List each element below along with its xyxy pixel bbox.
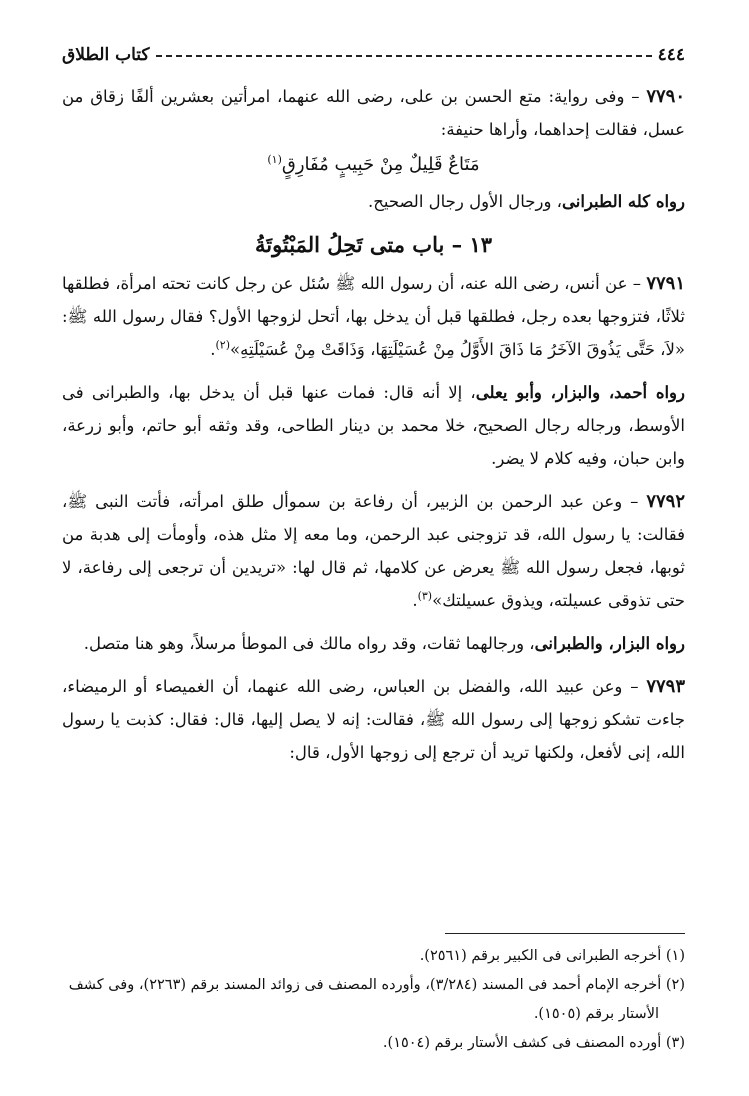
source-comment: ، ورجال الأول رجال الصحيح. <box>367 192 563 211</box>
hadith-7792-source <box>62 627 685 660</box>
hadith-number: ٧٧٩١ <box>646 273 685 294</box>
hadith-text: – وعن عبد الرحمن بن الزبير، أن رفاعة بن سموأل طلق امرأته، فأتت النبى ﷺ، فقالت: يا رسول الله، قد تزوجنى عبد الرحمن، وما معه إلا مثل هذه، وأومأت إلى هدبة من ثوبها، فجعل رسول الله ﷺ يعرض عن كلامها، ثم قال لها: «تريدين أن ترجعى إلى رفاعة، لا حتى تذوقى عسيلته، ويذوق عسيلتك» <box>62 492 685 610</box>
verse-text: مَتَاعٌ قَلِيلٌ مِنْ حَبِيبٍ مُفَارِقٍ <box>281 154 480 175</box>
hadith-number: ٧٧٩٣ <box>646 676 685 697</box>
chapter-title: ١٣ – باب متى تَحِلُ المَبْتُوتَةُ <box>254 232 493 257</box>
source-comment: ، إلا أنه قال: فمات عنها قبل أن يدخل بها، والطبرانى فى الأوسط، ورجاله رجال الصحيح، خلا محمد بن دينار الطاحى، وقد وثقه أبو حاتم، وأبو زرعة، وابن حبان، وفيه كلام لا يضر. <box>62 383 685 468</box>
poetry-verse <box>62 148 685 181</box>
sentence-end: . <box>210 340 216 359</box>
header-dashed-rule <box>156 55 652 57</box>
hadith-7791 <box>62 267 685 366</box>
book-title: كتاب الطلاق <box>62 45 150 65</box>
hadith-number: ٧٧٩٠ <box>646 86 685 107</box>
footnote-ref-1: (١) <box>267 153 282 166</box>
footnote-ref-2: (٢) <box>215 338 231 352</box>
page-body <box>62 80 685 769</box>
hadith-7792 <box>62 485 685 617</box>
footnote-ref-3: (٣) <box>417 589 433 603</box>
hadith-text: – وعن عبيد الله، والفضل بن العباس، رضى الله عنهما، أن الغميصاء أو الرميضاء، جاءت تشكو زوجها إلى رسول الله ﷺ، فقالت: إنه لا يصل إليها، قال: فقال: كذبت يا رسول الله، إنى لأفعل، ولكنها تريد أن ترجع إلى زوجها الأول، قال: <box>62 677 685 762</box>
footnotes <box>62 942 685 1058</box>
hadith-text: – وفى رواية: متع الحسن بن على، رضى الله عنهما، امرأتين بعشرين ألفًا زقاق من عسل، فقالت إحداهما، وأراها حنيفة: <box>62 87 685 139</box>
hadith-text: – عن أنس، رضى الله عنه، أن رسول الله ﷺ سُئل عن رجل كانت تحته امرأة، فطلقها ثلاثًا، فتزوجها بعده رجل، فطلقها قبل أن يدخل بها، أتحل لزوجها الأول؟ فقال رسول الله ﷺ: «لاَ، حَتَّى يَذُوقَ الآخَرُ مَا ذَاقَ الأَوَّلُ مِنْ عُسَيْلَتِهَا، وَذَاقَتْ مِنْ عُسَيْلَتِهِ» <box>62 274 685 359</box>
source-narrators: رواه أحمد، والبزار، وأبو يعلى <box>475 383 685 402</box>
source-comment: ، ورجالهما ثقات، وقد رواه مالك فى الموطأ مرسلاً، وهو هنا متصل. <box>83 634 535 653</box>
source-narrators: رواه البزار، والطبرانى <box>534 634 685 653</box>
page-number: ٤٤٤ <box>657 45 685 65</box>
footnote-2: (٢) أخرجه الإمام أحمد فى المسند (٣/٢٨٤)، وأورده المصنف فى زوائد المسند برقم (٢٢٦٣)، وفى كشف الأستار برقم (١٥٠٥). <box>68 977 685 1022</box>
footnote-3: (٣) أورده المصنف فى كشف الأستار برقم (١٥٠٤). <box>382 1035 685 1051</box>
footnote-1: (١) أخرجه الطبرانى فى الكبير برقم (٢٥٦١). <box>419 948 685 964</box>
hadith-number: ٧٧٩٢ <box>646 491 685 512</box>
footnote-separator <box>445 933 685 934</box>
running-header <box>62 42 685 68</box>
hadith-7793 <box>62 670 685 769</box>
hadith-7790 <box>62 80 685 146</box>
sentence-end: . <box>412 591 418 610</box>
hadith-7790-source <box>62 185 685 218</box>
source-narrators: رواه كله الطبرانى <box>562 192 685 211</box>
hadith-7791-source <box>62 376 685 475</box>
